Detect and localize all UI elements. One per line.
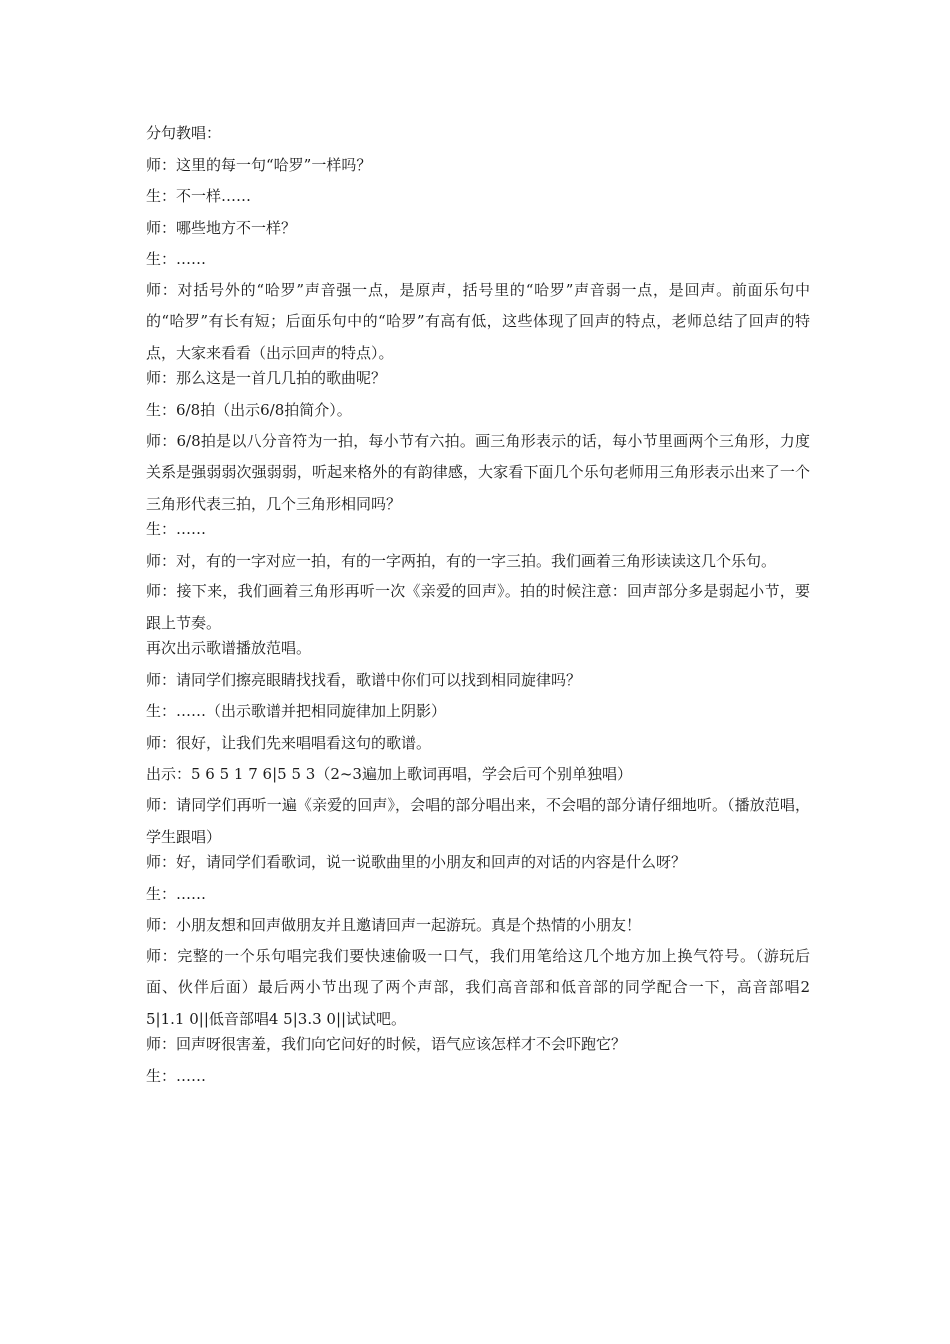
paragraph: 师：那么这是一首几几拍的歌曲呢？ [146,369,387,388]
paragraph: 生：……（出示歌谱并把相同旋律加上阴影） [146,702,447,721]
paragraph: 师：对，有的一字对应一拍，有的一字两拍，有的一字三拍。我们画着三角形读读这几个乐句。 [146,551,777,570]
paragraph: 师：6/8拍是以八分音符为一拍，每小节有六拍。画三角形表示的话，每小节里画两个三角形，力度关系是强弱弱次强弱弱，听起来格外的有韵律感，大家看下面几个乐句老师用三角形表示出来了一个三角形代表三拍，几个三角形相同吗？ [146,431,810,513]
paragraph: 再次出示歌谱播放范唱。 [146,639,312,658]
paragraph: 师：这里的每一句“哈罗”一样吗？ [146,155,372,174]
paragraph: 生：…… [146,884,207,903]
paragraph: 生：…… [146,520,207,538]
document-body [146,124,810,1098]
paragraph: 师：请同学们擦亮眼睛找找看，歌谱中你们可以找到相同旋律吗？ [146,670,582,689]
paragraph: 师：请同学们再听一遍《亲爱的回声》，会唱的部分唱出来，不会唱的部分请仔细地听。（播放范唱，学生跟唱） [146,796,810,846]
paragraph: 师：哪些地方不一样？ [146,218,297,237]
paragraph: 师：对括号外的“哈罗”声音强一点，是原声，括号里的“哈罗”声音弱一点，是回声。前面乐句中的“哈罗”有长有短；后面乐句中的“哈罗”有高有低，这些体现了回声的特点，老师总结了回声的特点，大家来看看（出示回声的特点）。 [146,280,810,362]
paragraph: 生：…… [146,250,207,268]
paragraph: 师：好，请同学们看歌词，说一说歌曲里的小朋友和回声的对话的内容是什么呀？ [146,853,687,871]
paragraph: 师：小朋友想和回声做朋友并且邀请回声一起游玩。真是个热情的小朋友！ [146,916,642,934]
paragraph-heading: 分句教唱： [146,124,222,142]
paragraph: 生：6/8拍（出示6/8拍简介）。 [146,400,352,419]
paragraph: 师：回声呀很害羞，我们向它问好的时候，语气应该怎样才不会吓跑它？ [146,1035,627,1054]
paragraph: 生：不一样…… [146,187,252,205]
paragraph: 师：完整的一个乐句唱完我们要快速偷吸一口气，我们用笔给这几个地方加上换气符号。（游玩后面、伙伴后面）最后两小节出现了两个声部，我们高音部和低音部的同学配合一下，高音部唱2 5|1.1 0||低音部唱4 5|3.3 0||试试吧。 [146,946,810,1028]
paragraph: 生：…… [146,1066,207,1085]
paragraph: 师：很好，让我们先来唱唱看这句的歌谱。 [146,733,432,752]
paragraph: 出示：5 6 5 1 7 6|5 5 3（2~3遍加上歌词再唱，学会后可个别单独唱） [146,765,632,784]
paragraph: 师：接下来，我们画着三角形再听一次《亲爱的回声》。拍的时候注意：回声部分多是弱起小节，要跟上节奏。 [146,582,810,632]
